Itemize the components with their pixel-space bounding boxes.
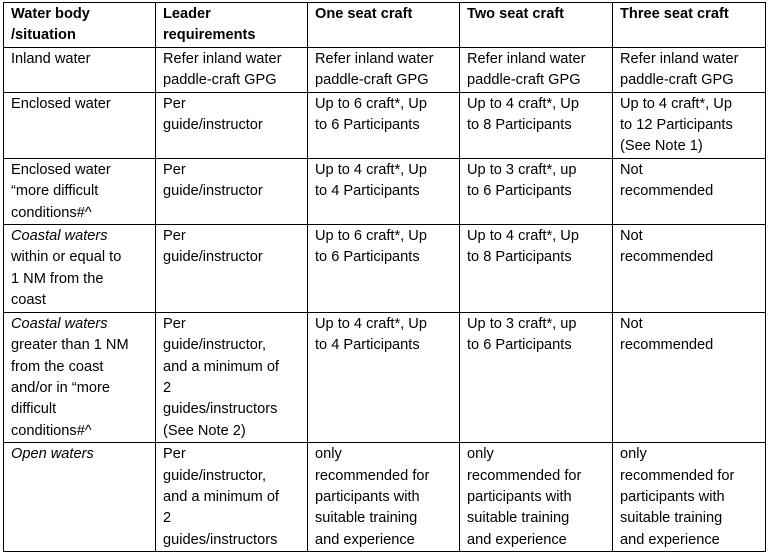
cell-three-seat-line: Not	[620, 315, 643, 332]
table-row	[4, 47, 766, 92]
cell-leader-line: guide/instructor,	[163, 467, 267, 484]
cell-three-seat-line: Not	[620, 161, 643, 178]
header-water-body-line: Water body	[11, 6, 90, 22]
header-three-seat	[613, 3, 766, 48]
cell-water-body-line: Inland water	[11, 50, 91, 67]
cell-two-seat-line: participants with	[467, 488, 572, 505]
cell-leader-line: Refer inland water	[163, 50, 282, 67]
table-row	[4, 158, 766, 224]
cell-water-body	[4, 443, 156, 552]
cell-one-seat-line: Up to 4 craft*, Up	[315, 315, 427, 332]
cell-two-seat	[460, 312, 613, 442]
cell-two-seat-line: Up to 3 craft*, up	[467, 315, 577, 332]
cell-one-seat-line: paddle-craft GPG	[315, 72, 429, 89]
table-row	[4, 312, 766, 442]
cell-water-body-line: from the coast	[11, 358, 104, 375]
table-row	[4, 443, 766, 552]
cell-leader	[156, 47, 308, 92]
cell-three-seat-line: suitable training	[620, 510, 723, 527]
cell-three-seat-line: recommended	[620, 249, 714, 266]
cell-leader-line: and a minimum of	[163, 488, 279, 505]
cell-leader	[156, 312, 308, 442]
cell-leader-line: guide/instructor,	[163, 337, 267, 354]
cell-one-seat-line: to 4 Participants	[315, 183, 420, 200]
cell-one-seat-line: Up to 6 craft*, Up	[315, 95, 427, 112]
cell-three-seat-line: paddle-craft GPG	[620, 72, 734, 89]
cell-water-body	[4, 312, 156, 442]
cell-leader-line: guide/instructor	[163, 117, 263, 134]
cell-leader	[156, 158, 308, 224]
cell-water-body-line: conditions#^	[11, 422, 92, 439]
cell-two-seat	[460, 225, 613, 313]
cell-three-seat	[613, 225, 766, 313]
cell-leader	[156, 225, 308, 313]
cell-two-seat-line: paddle-craft GPG	[467, 72, 581, 89]
cell-water-body	[4, 92, 156, 158]
water-body-italic-label: Open waters	[11, 446, 94, 463]
cell-three-seat-line: only	[620, 446, 647, 463]
cell-two-seat	[460, 47, 613, 92]
cell-three-seat-line: and experience	[620, 531, 720, 548]
cell-three-seat-line: recommended	[620, 183, 714, 200]
cell-three-seat-line: Refer inland water	[620, 50, 739, 67]
cell-one-seat-line: to 6 Participants	[315, 117, 420, 134]
cell-leader-line: (See Note 2)	[163, 422, 246, 439]
cell-leader-line: Per	[163, 95, 186, 112]
header-row	[4, 3, 766, 48]
cell-water-body-line: difficult	[11, 401, 57, 418]
cell-two-seat-line: only	[467, 446, 494, 463]
cell-leader-line: guide/instructor	[163, 249, 263, 266]
cell-water-body	[4, 158, 156, 224]
cell-two-seat	[460, 158, 613, 224]
cell-leader-line: guide/instructor	[163, 183, 263, 200]
cell-leader-line: Per	[163, 161, 186, 178]
cell-two-seat-line: to 8 Participants	[467, 249, 572, 266]
cell-leader-line: Per	[163, 446, 186, 463]
header-leader-line: requirements	[163, 27, 256, 44]
header-two-seat	[460, 3, 613, 48]
header-leader-line: Leader	[163, 6, 211, 22]
cell-one-seat	[308, 47, 460, 92]
cell-leader-line: and a minimum of	[163, 358, 279, 375]
cell-water-body	[4, 225, 156, 313]
cell-two-seat-line: Up to 4 craft*, Up	[467, 228, 579, 245]
cell-leader-line: Per	[163, 228, 186, 245]
cell-leader-line: guides/instructors	[163, 531, 278, 548]
cell-one-seat-line: Up to 4 craft*, Up	[315, 161, 427, 178]
cell-one-seat-line: recommended for	[315, 467, 430, 484]
cell-water-body-line: “more difficult	[11, 183, 99, 200]
header-water-body-line: /situation	[11, 27, 76, 44]
cell-one-seat	[308, 225, 460, 313]
cell-water-body-line: Enclosed water	[11, 95, 111, 112]
cell-one-seat-line: to 4 Participants	[315, 337, 420, 354]
cell-water-body	[4, 47, 156, 92]
cell-three-seat	[613, 158, 766, 224]
cell-water-body-line: and/or in “more	[11, 379, 110, 396]
cell-one-seat-line: suitable training	[315, 510, 418, 527]
water-body-italic-label: Coastal waters	[11, 228, 108, 245]
cell-one-seat	[308, 92, 460, 158]
cell-leader-line: paddle-craft GPG	[163, 72, 277, 89]
cell-three-seat-line: to 12 Participants	[620, 117, 733, 134]
guidelines-table	[3, 2, 766, 552]
cell-two-seat	[460, 443, 613, 552]
cell-one-seat-line: and experience	[315, 531, 415, 548]
cell-one-seat-line: Up to 6 craft*, Up	[315, 228, 427, 245]
cell-water-body-line: within or equal to	[11, 249, 122, 266]
cell-two-seat-line: Up to 4 craft*, Up	[467, 95, 579, 112]
cell-three-seat	[613, 443, 766, 552]
cell-three-seat-line: recommended	[620, 337, 714, 354]
table-row	[4, 225, 766, 313]
cell-leader	[156, 92, 308, 158]
cell-two-seat-line: Up to 3 craft*, up	[467, 161, 577, 178]
cell-water-body-line: 1 NM from the	[11, 270, 104, 287]
cell-one-seat-line: Refer inland water	[315, 50, 434, 67]
table-row	[4, 92, 766, 158]
cell-two-seat-line: Refer inland water	[467, 50, 586, 67]
header-two-seat-label: Two seat craft	[467, 6, 565, 22]
cell-water-body-line: coast	[11, 292, 46, 309]
cell-leader-line: 2	[163, 379, 172, 396]
cell-water-body-line: greater than 1 NM	[11, 337, 129, 354]
cell-two-seat-line: recommended for	[467, 467, 582, 484]
cell-three-seat	[613, 47, 766, 92]
cell-three-seat-line: Not	[620, 228, 643, 245]
cell-water-body-line: conditions#^	[11, 204, 92, 221]
cell-leader-line: Per	[163, 315, 186, 332]
water-body-italic-label: Coastal waters	[11, 315, 108, 332]
cell-one-seat	[308, 443, 460, 552]
cell-three-seat	[613, 92, 766, 158]
cell-three-seat-line: (See Note 1)	[620, 138, 703, 155]
cell-one-seat	[308, 158, 460, 224]
cell-two-seat-line: to 6 Participants	[467, 337, 572, 354]
cell-one-seat-line: to 6 Participants	[315, 249, 420, 266]
cell-two-seat-line: and experience	[467, 531, 567, 548]
header-one-seat-label: One seat craft	[315, 6, 413, 22]
cell-two-seat-line: to 8 Participants	[467, 117, 572, 134]
cell-one-seat-line: only	[315, 446, 342, 463]
cell-water-body-line: Enclosed water	[11, 161, 111, 178]
cell-two-seat-line: suitable training	[467, 510, 570, 527]
header-water-body	[4, 3, 156, 48]
cell-three-seat-line: Up to 4 craft*, Up	[620, 95, 732, 112]
cell-three-seat-line: participants with	[620, 488, 725, 505]
cell-two-seat-line: to 6 Participants	[467, 183, 572, 200]
cell-three-seat-line: recommended for	[620, 467, 735, 484]
cell-three-seat	[613, 312, 766, 442]
cell-leader	[156, 443, 308, 552]
table-body	[4, 47, 766, 551]
header-three-seat-label: Three seat craft	[620, 6, 729, 22]
cell-leader-line: guides/instructors	[163, 401, 278, 418]
header-one-seat	[308, 3, 460, 48]
cell-one-seat	[308, 312, 460, 442]
cell-two-seat	[460, 92, 613, 158]
header-leader	[156, 3, 308, 48]
cell-one-seat-line: participants with	[315, 488, 420, 505]
cell-leader-line: 2	[163, 510, 172, 527]
